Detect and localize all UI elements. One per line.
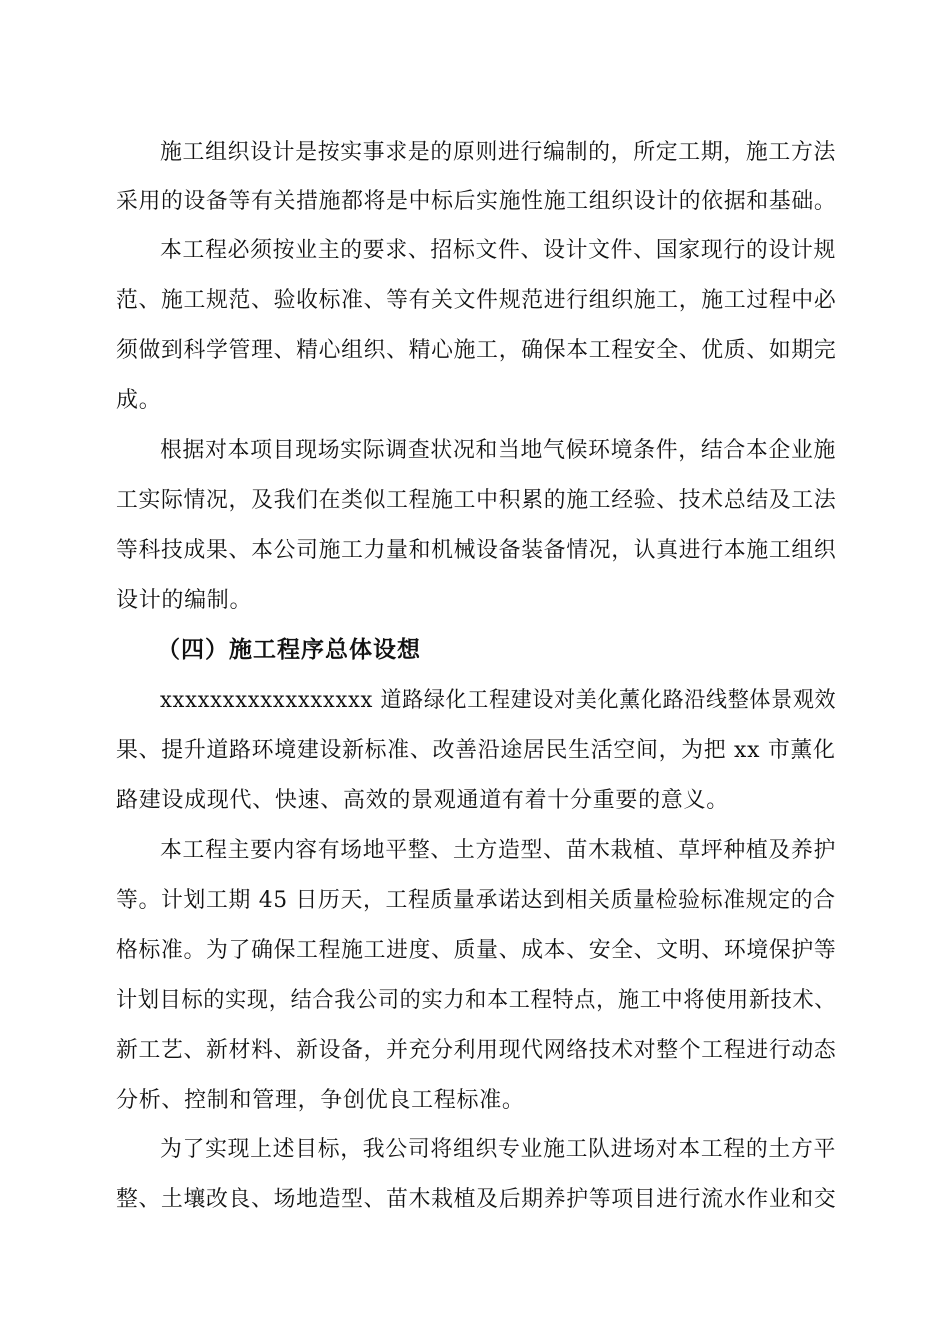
paragraph-line: 设计的编制。 [116,588,253,613]
paragraph-line: 施工组织设计是按实事求是的原则进行编制的，所定工期，施工方法 [160,140,837,165]
paragraph-line: 为了实现上述目标，我公司将组织专业施工队进场对本工程的土方平 [160,1137,837,1162]
paragraph-line: 整、土壤改良、场地造型、苗木栽植及后期养护等项目进行流水作业和交 [116,1187,837,1212]
paragraph-line: 本工程必须按业主的要求、招标文件、设计文件、国家现行的设计规 [160,238,837,263]
paragraph-line: 计划目标的实现，结合我公司的实力和本工程特点，施工中将使用新技术、 [116,988,837,1013]
paragraph-line: 采用的设备等有关措施都将是中标后实施性施工组织设计的依据和基础。 [116,189,837,214]
paragraph-line: 果、提升道路环境建设新标准、改善沿途居民生活空间，为把 xx 市薰化 [116,738,836,763]
paragraph-line: 须做到科学管理、精心组织、精心施工，确保本工程安全、优质、如期完 [116,338,837,363]
paragraph-line: 等。计划工期 45 日历天，工程质量承诺达到相关质量检验标准规定的合 [116,888,836,913]
paragraph-line: 格标准。为了确保工程施工进度、质量、成本、安全、文明、环境保护等 [116,938,837,963]
section-heading: （四）施工程序总体设想 [157,637,421,663]
paragraph-line: 路建设成现代、快速、高效的景观通道有着十分重要的意义。 [116,788,729,813]
paragraph-line: 根据对本项目现场实际调查状况和当地气候环境条件，结合本企业施 [160,438,837,463]
paragraph-line: 新工艺、新材料、新设备，并充分利用现代网络技术对整个工程进行动态 [116,1038,837,1063]
paragraph-line: 范、施工规范、验收标准、等有关文件规范进行组织施工，施工过程中必 [116,288,837,313]
paragraph-line: 本工程主要内容有场地平整、土方造型、苗木栽植、草坪种植及养护 [160,838,837,863]
paragraph-line: 等科技成果、本公司施工力量和机械设备装备情况，认真进行本施工组织 [116,538,837,563]
paragraph-line: xxxxxxxxxxxxxxxxx 道路绿化工程建设对美化薰化路沿线整体景观效 [160,688,837,713]
paragraph-line: 成。 [116,388,162,413]
paragraph-line: 工实际情况，及我们在类似工程施工中积累的施工经验、技术总结及工法 [116,488,837,513]
paragraph-line: 分析、控制和管理，争创优良工程标准。 [116,1088,525,1113]
